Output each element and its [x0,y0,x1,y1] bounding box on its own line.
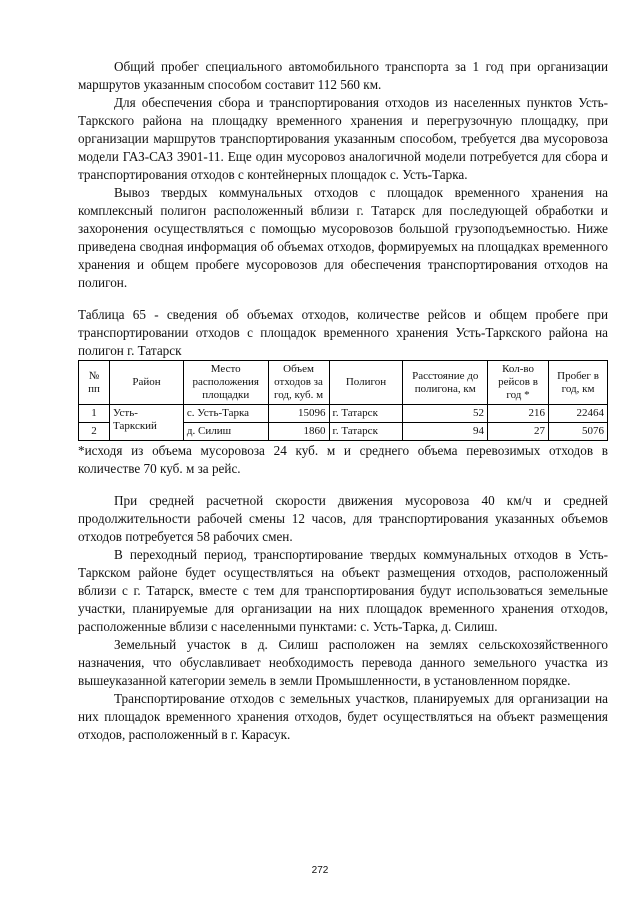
cell-mileage: 5076 [549,423,608,441]
cell-polygon: г. Татарск [329,405,403,423]
cell-mileage: 22464 [549,405,608,423]
cell-trips: 27 [488,423,549,441]
table-footnote: *исходя из объема мусоровоза 24 куб. м и среднего объема перевозимых отходов в количестве 70 куб. м за рейс. [78,443,608,476]
paragraph-land-plot: Земельный участок в д. Силиш расположен на землях сельскохозяйственного назначения, что обуславливает необходимость перевода данного земельного участка из вышеуказанной категории земель в земли Промышленности, в установленном порядке. [78,637,608,688]
header-distance: Расстояние до полигона, км [403,361,488,405]
header-volume: Объем отходов за год, куб. м [268,361,329,405]
table-header-row [79,361,608,405]
paragraph-total-mileage: Общий пробег специального автомобильного транспорта за 1 год при организации маршрутов указанным способом составит 112 560 км. [78,59,608,92]
header-trips: Кол-во рейсов в год * [488,361,549,405]
paragraph-transition-period: В переходный период, транспортирование твердых коммунальных отходов в Усть-Таркском районе будет осуществляться на объект размещения отходов, расположенный вблизи с г. Татарск, вместе с тем для транспортирования будут использоваться земельные участки, планируемые для организации на них площадок временного хранения отходов, расположенные вблизи с населенными пунктами: с. Усть-Тарка, д. Силиш. [78,547,608,634]
cell-number: 2 [79,423,110,441]
document-body [78,58,608,744]
waste-volume-table [78,360,608,441]
cell-distance: 52 [403,405,488,423]
cell-place: д. Силиш [183,423,268,441]
cell-number: 1 [79,405,110,423]
paragraph-garbage-trucks: Для обеспечения сбора и транспортирования отходов из населенных пунктов Усть-Таркского района на площадку временного хранения и перегрузочную площадку, при организации маршрутов транспортирования указанным способом, требуется два мусоровоза модели ГАЗ-САЗ 3901-11. Еще один мусоровоз аналогичной модели потребуется для сбора и транспортирования отходов с контейнерных площадок с. Усть-Тарка. [78,95,608,182]
header-district: Район [110,361,184,405]
cell-district: Усть-Таркский [110,405,184,441]
cell-distance: 94 [403,423,488,441]
paragraph-landfill-transport: Вывоз твердых коммунальных отходов с площадок временного хранения на комплексный полигон расположенный вблизи г. Татарск для последующей обработки и захоронения осуществляться с помощью мусоровозов большой грузоподъемностью. Ниже приведена сводная информация об объемах отходов, формируемых на площадках временного хранения и общем пробеге мусоровозов для обеспечения транспортирования отходов на полигон. [78,185,608,290]
paragraph-work-shifts: При средней расчетной скорости движения мусоровоза 40 км/ч и средней продолжительности рабочей смены 12 часов, для транспортирования указанных объемов отходов потребуется 58 рабочих смен. [78,493,608,544]
cell-trips: 216 [488,405,549,423]
header-place: Место расположения площадки [183,361,268,405]
cell-polygon: г. Татарск [329,423,403,441]
table-caption: Таблица 65 - сведения об объемах отходов, количестве рейсов и общем пробеге при транспортировании отходов с площадок временного хранения Усть-Таркского района на полигон г. Татарск [78,307,608,358]
header-mileage: Пробег в год, км [549,361,608,405]
table-row [79,405,608,423]
cell-volume: 1860 [268,423,329,441]
header-number: № пп [79,361,110,405]
paragraph-karasuk-transport: Транспортирование отходов с земельных участков, планируемых для организации на них площадок временного хранения отходов, будет осуществляться на объект размещения отходов, расположенный в г. Карасук. [78,691,608,742]
page-number: 272 [311,865,329,876]
cell-volume: 15096 [268,405,329,423]
header-polygon: Полигон [329,361,403,405]
cell-place: с. Усть-Тарка [183,405,268,423]
